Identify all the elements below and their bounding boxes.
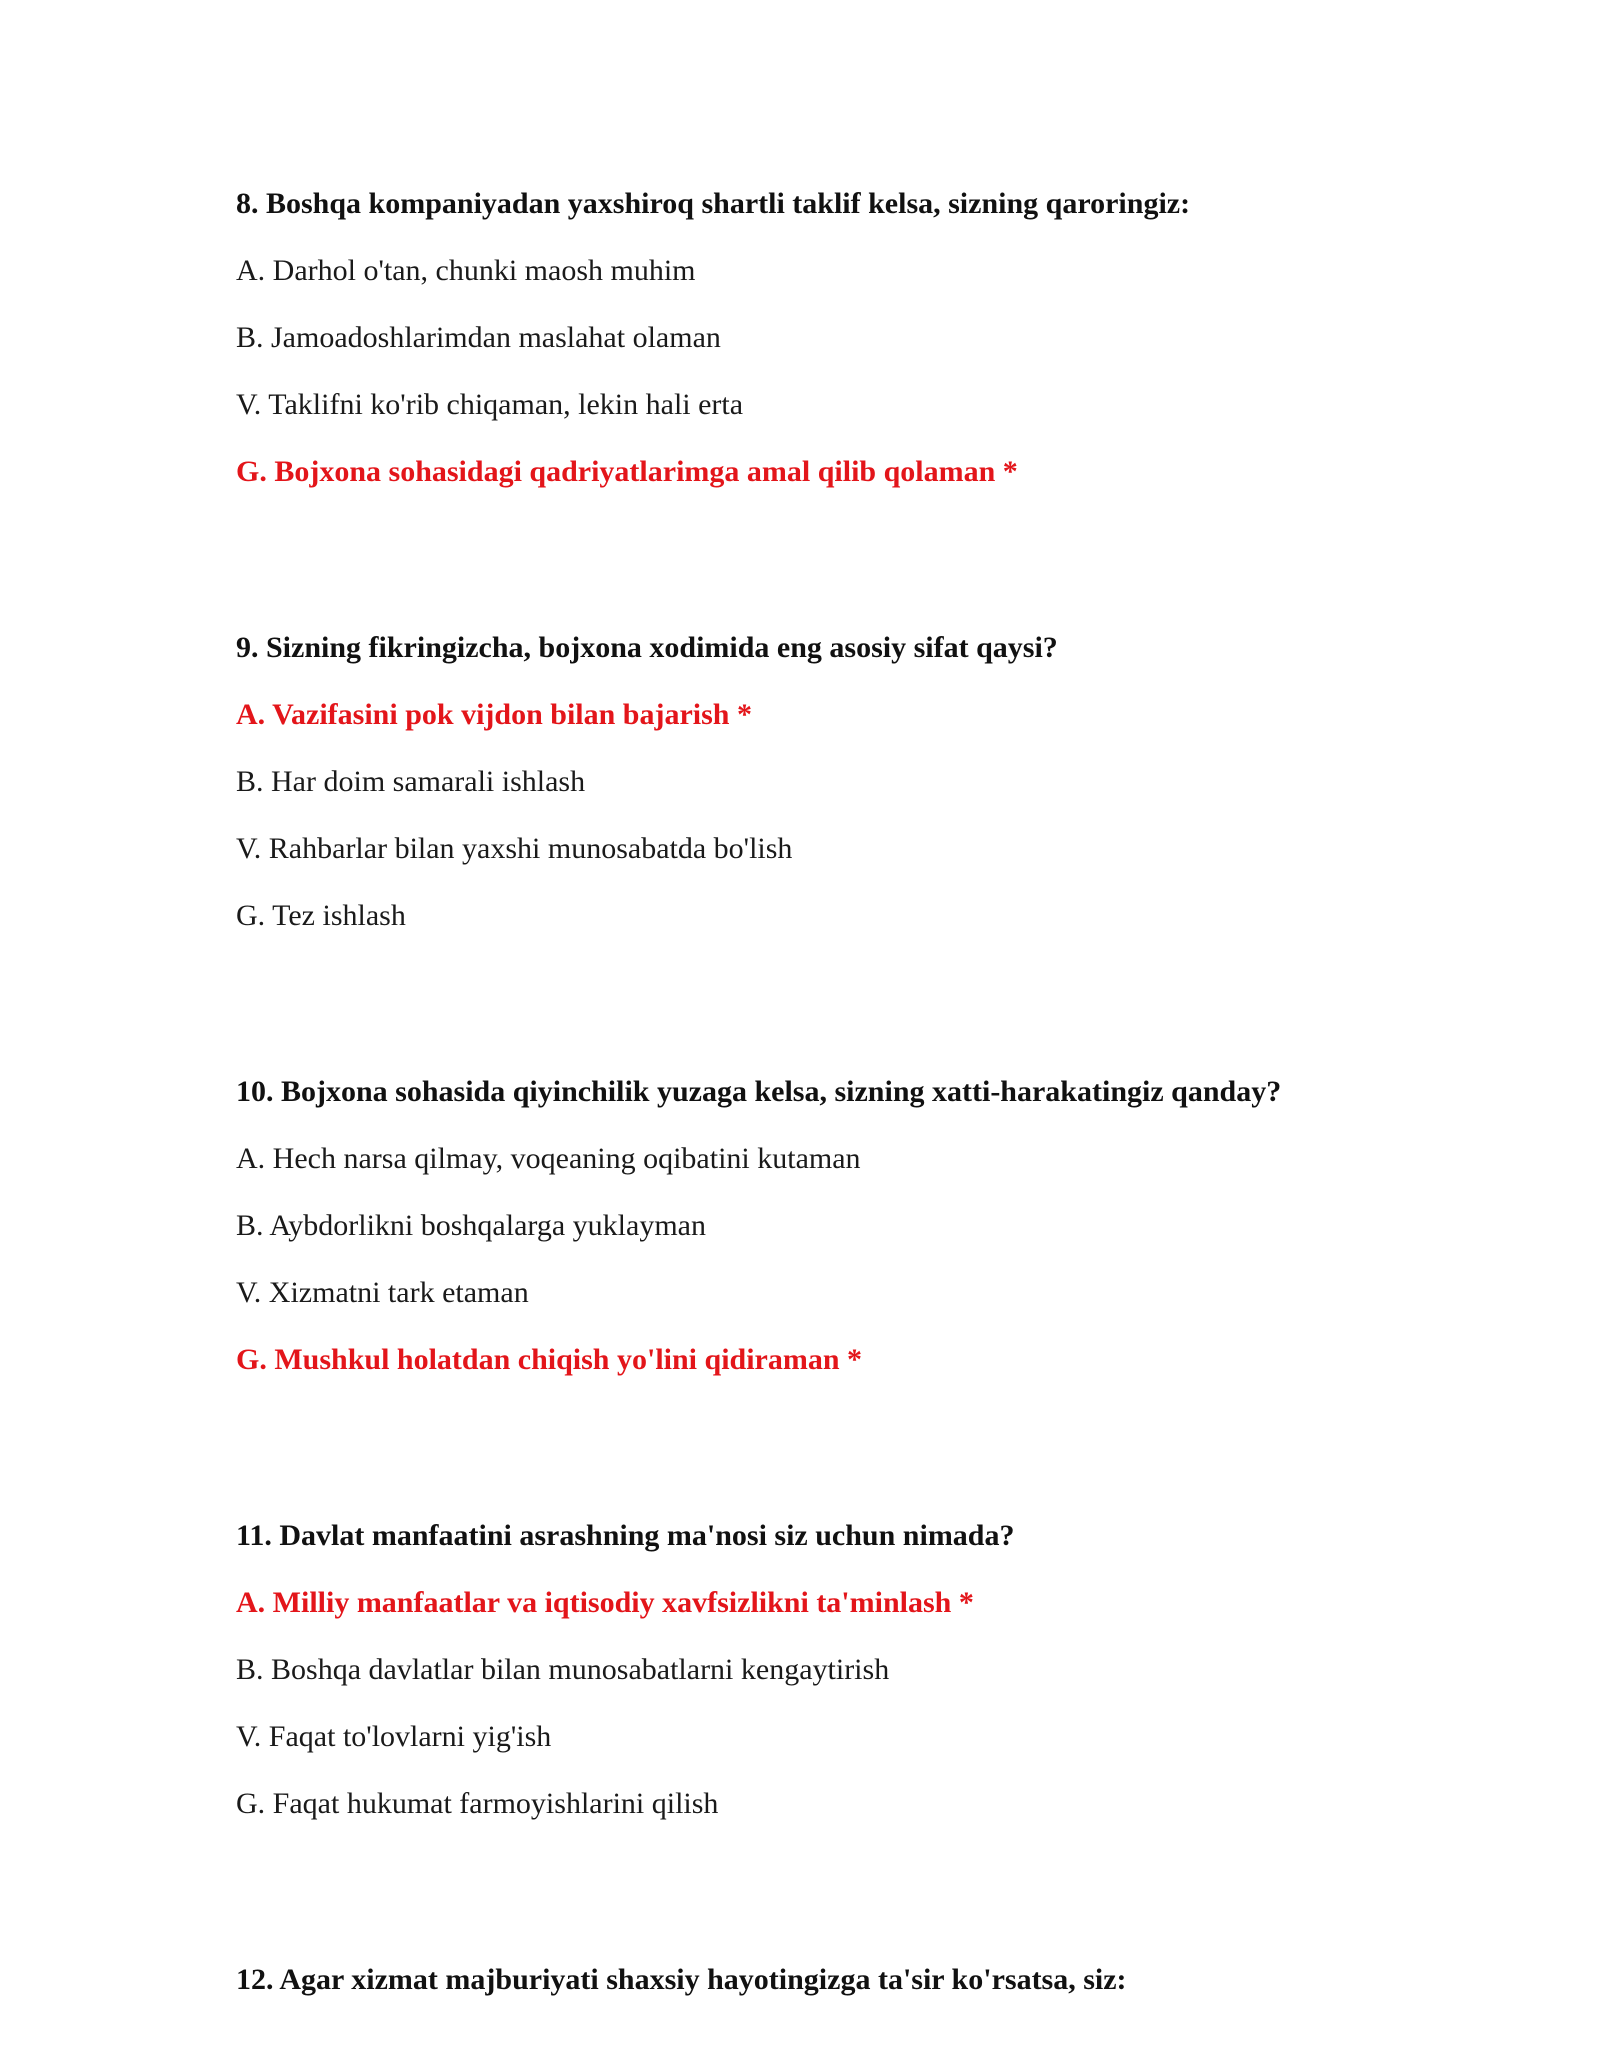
answer-option: G. Faqat hukumat farmoyishlarini qilish <box>236 1787 719 1820</box>
question-block <box>236 628 1436 936</box>
document-page <box>236 184 1436 2000</box>
answer-option: B. Jamoadoshlarimdan maslahat olaman <box>236 321 721 354</box>
answer-option: B. Har doim samarali ishlash <box>236 765 586 798</box>
question-text: 8. Boshqa kompaniyadan yaxshiroq shartli taklif kelsa, sizning qaroringiz: <box>236 187 1191 220</box>
question-text: 11. Davlat manfaatini asrashning ma'nosi siz uchun nimada? <box>236 1519 1015 1552</box>
answer-option: A. Darhol o'tan, chunki maosh muhim <box>236 254 696 287</box>
answer-option: V. Faqat to'lovlarni yig'ish <box>236 1720 552 1753</box>
correct-answer-option: A. Milliy manfaatlar va iqtisodiy xavfsizlikni ta'minlash * <box>236 1586 974 1619</box>
correct-answer-option: G. Mushkul holatdan chiqish yo'lini qidiraman * <box>236 1343 863 1376</box>
answer-option: B. Aybdorlikni boshqalarga yuklayman <box>236 1209 706 1242</box>
question-block <box>236 184 1436 492</box>
question-block <box>236 1960 1436 2000</box>
question-text: 12. Agar xizmat majburiyati shaxsiy hayotingizga ta'sir ko'rsatsa, siz: <box>236 1963 1127 1996</box>
answer-option: V. Xizmatni tark etaman <box>236 1276 529 1309</box>
correct-answer-option: A. Vazifasini pok vijdon bilan bajarish * <box>236 698 752 731</box>
question-text: 10. Bojxona sohasida qiyinchilik yuzaga kelsa, sizning xatti-harakatingiz qanday? <box>236 1075 1282 1108</box>
answer-option: G. Tez ishlash <box>236 899 406 932</box>
answer-option: V. Rahbarlar bilan yaxshi munosabatda bo'lish <box>236 832 793 865</box>
answer-option: B. Boshqa davlatlar bilan munosabatlarni kengaytirish <box>236 1653 890 1686</box>
correct-answer-option: G. Bojxona sohasidagi qadriyatlarimga amal qilib qolaman * <box>236 455 1018 488</box>
question-block <box>236 1516 1436 1824</box>
answer-option: V. Taklifni ko'rib chiqaman, lekin hali erta <box>236 388 744 421</box>
answer-option: A. Hech narsa qilmay, voqeaning oqibatini kutaman <box>236 1142 861 1175</box>
question-block <box>236 1072 1436 1380</box>
question-text: 9. Sizning fikringizcha, bojxona xodimida eng asosiy sifat qaysi? <box>236 631 1058 664</box>
